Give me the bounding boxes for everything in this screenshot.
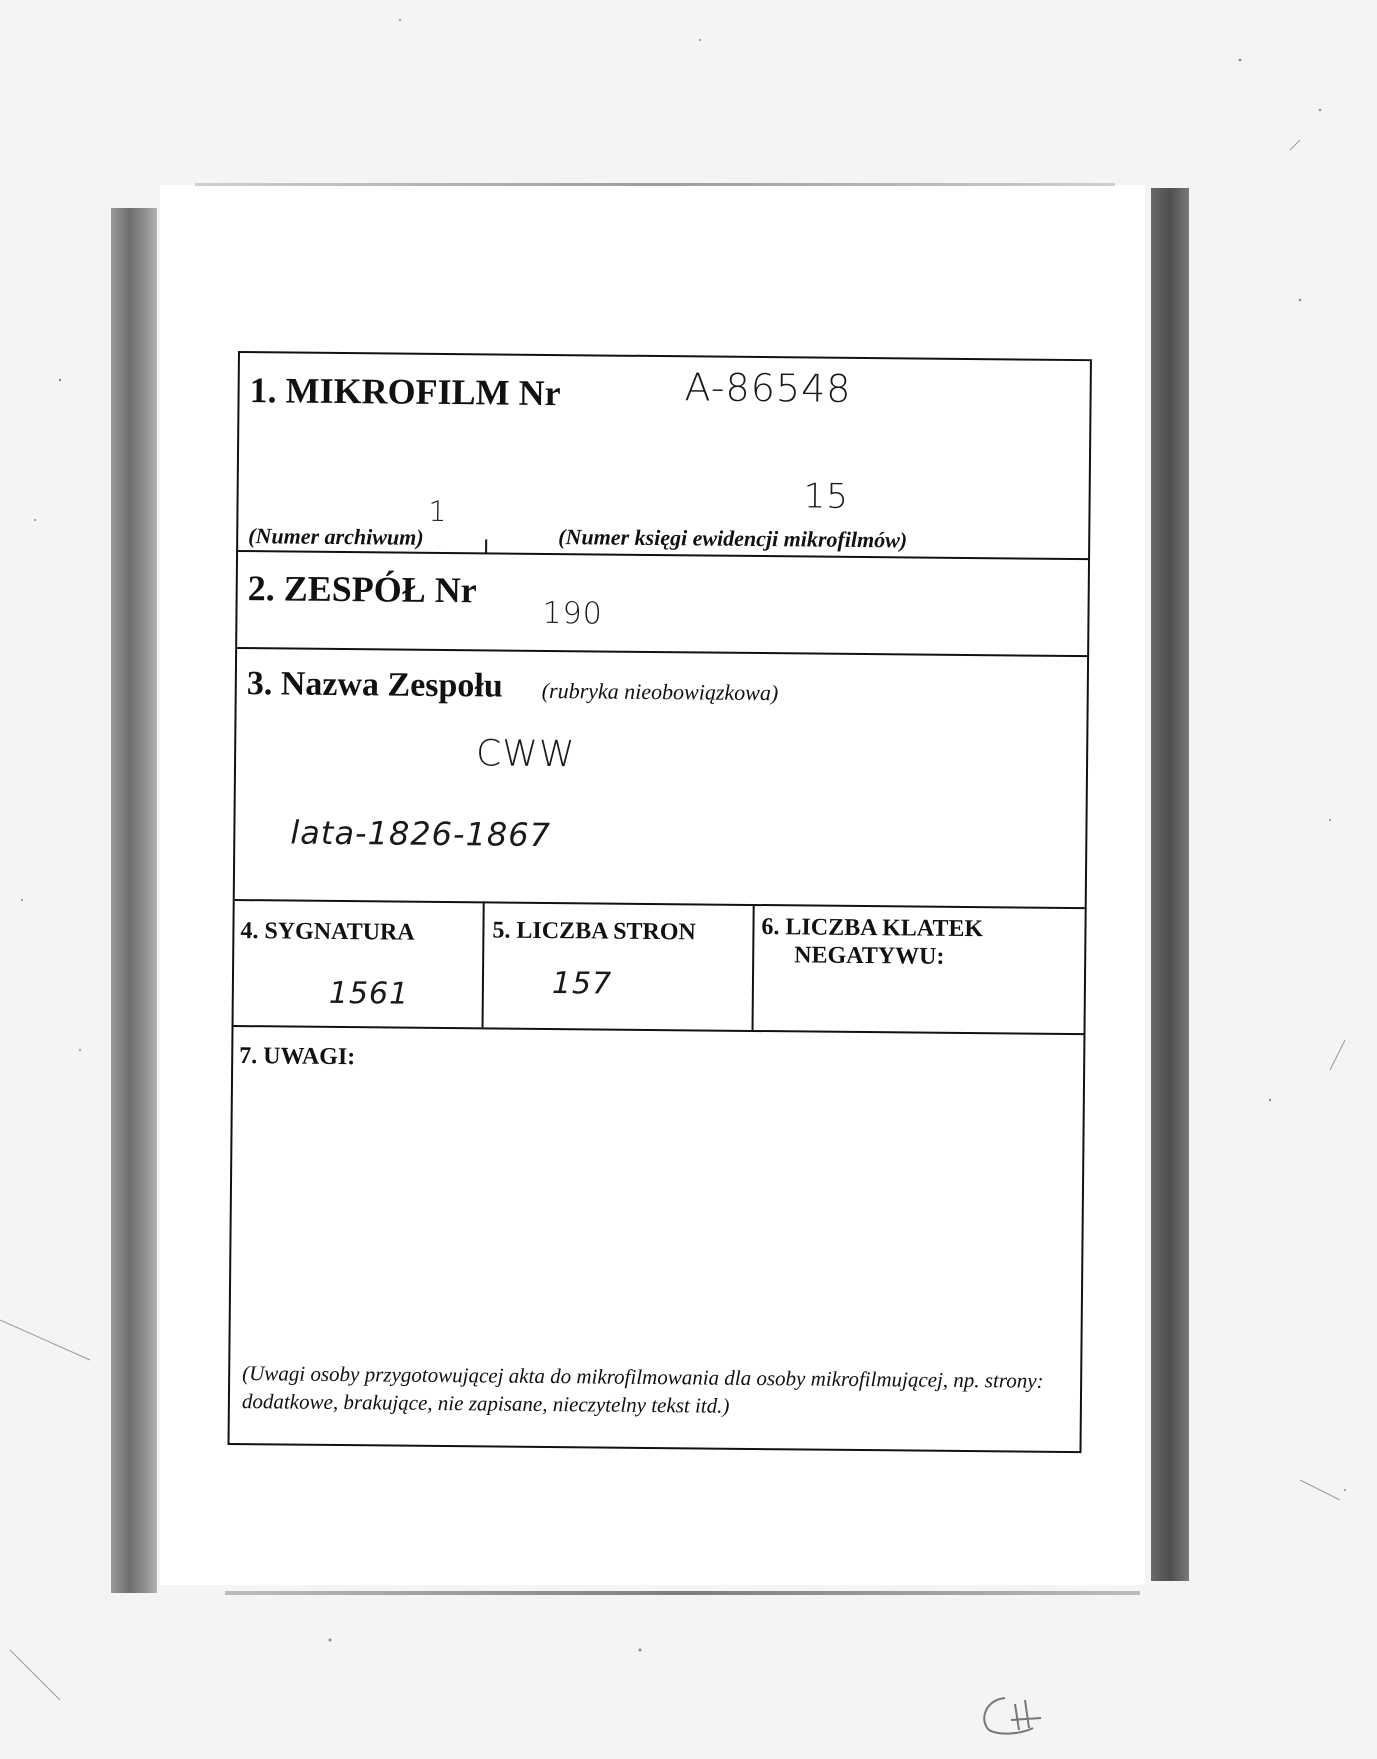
- field5-value: 157: [551, 966, 613, 1002]
- sheet-top-edge: [195, 183, 1115, 186]
- field1-sub-divider: [485, 539, 487, 553]
- field3-label-note: (rubryka nieobowiązkowa): [541, 677, 779, 706]
- field4-value: 1561: [328, 975, 410, 1012]
- field7-label: 7. UWAGI:: [239, 1043, 356, 1071]
- rule-after-field3: [235, 899, 1085, 909]
- archive-stamp-mark: [975, 1690, 1055, 1738]
- microfilm-form: [227, 351, 1091, 1453]
- field1-sub-label-archive: (Numer archiwum): [248, 523, 424, 550]
- field3-label: 3. Nazwa Zespołu: [246, 665, 503, 705]
- field3-name-value: CWW: [475, 733, 576, 776]
- rule-after-field1: [238, 550, 1088, 560]
- field2-value: 190: [542, 595, 603, 632]
- field6-label-line1: 6. LICZBA KLATEK: [761, 914, 984, 943]
- divider-4-5: [482, 901, 485, 1027]
- scan-edge-left: [111, 208, 157, 1593]
- field4-label: 4. SYGNATURA: [240, 918, 415, 946]
- field1-archive-number: 1: [428, 494, 448, 529]
- field2-label: 2. ZESPÓŁ Nr: [247, 568, 477, 611]
- scan-edge-right: [1151, 188, 1189, 1581]
- field1-register-number: 15: [803, 476, 850, 517]
- field1-sub-label-register: (Numer księgi ewidencji mikrofilmów): [558, 524, 908, 553]
- sheet-bottom-edge: [225, 1591, 1140, 1595]
- rule-after-field4-6: [234, 1025, 1084, 1035]
- field6-label-line2: NEGATYWU:: [794, 942, 945, 970]
- divider-5-6: [752, 904, 755, 1030]
- field3-years-value: lata-1826-1867: [290, 813, 552, 855]
- field1-microfilm-number: A-86548: [684, 365, 852, 411]
- field5-label: 5. LICZBA STRON: [492, 917, 696, 946]
- rule-after-field2: [237, 647, 1087, 657]
- field1-label: 1. MIKROFILM Nr: [249, 370, 561, 414]
- field7-note: (Uwagi osoby przygotowującej akta do mikrofilmowania dla osoby mikrofilmującej, np. strony: dodatkowe, brakujące, nie zapisane, nieczytelny tekst itd.): [241, 1361, 1044, 1418]
